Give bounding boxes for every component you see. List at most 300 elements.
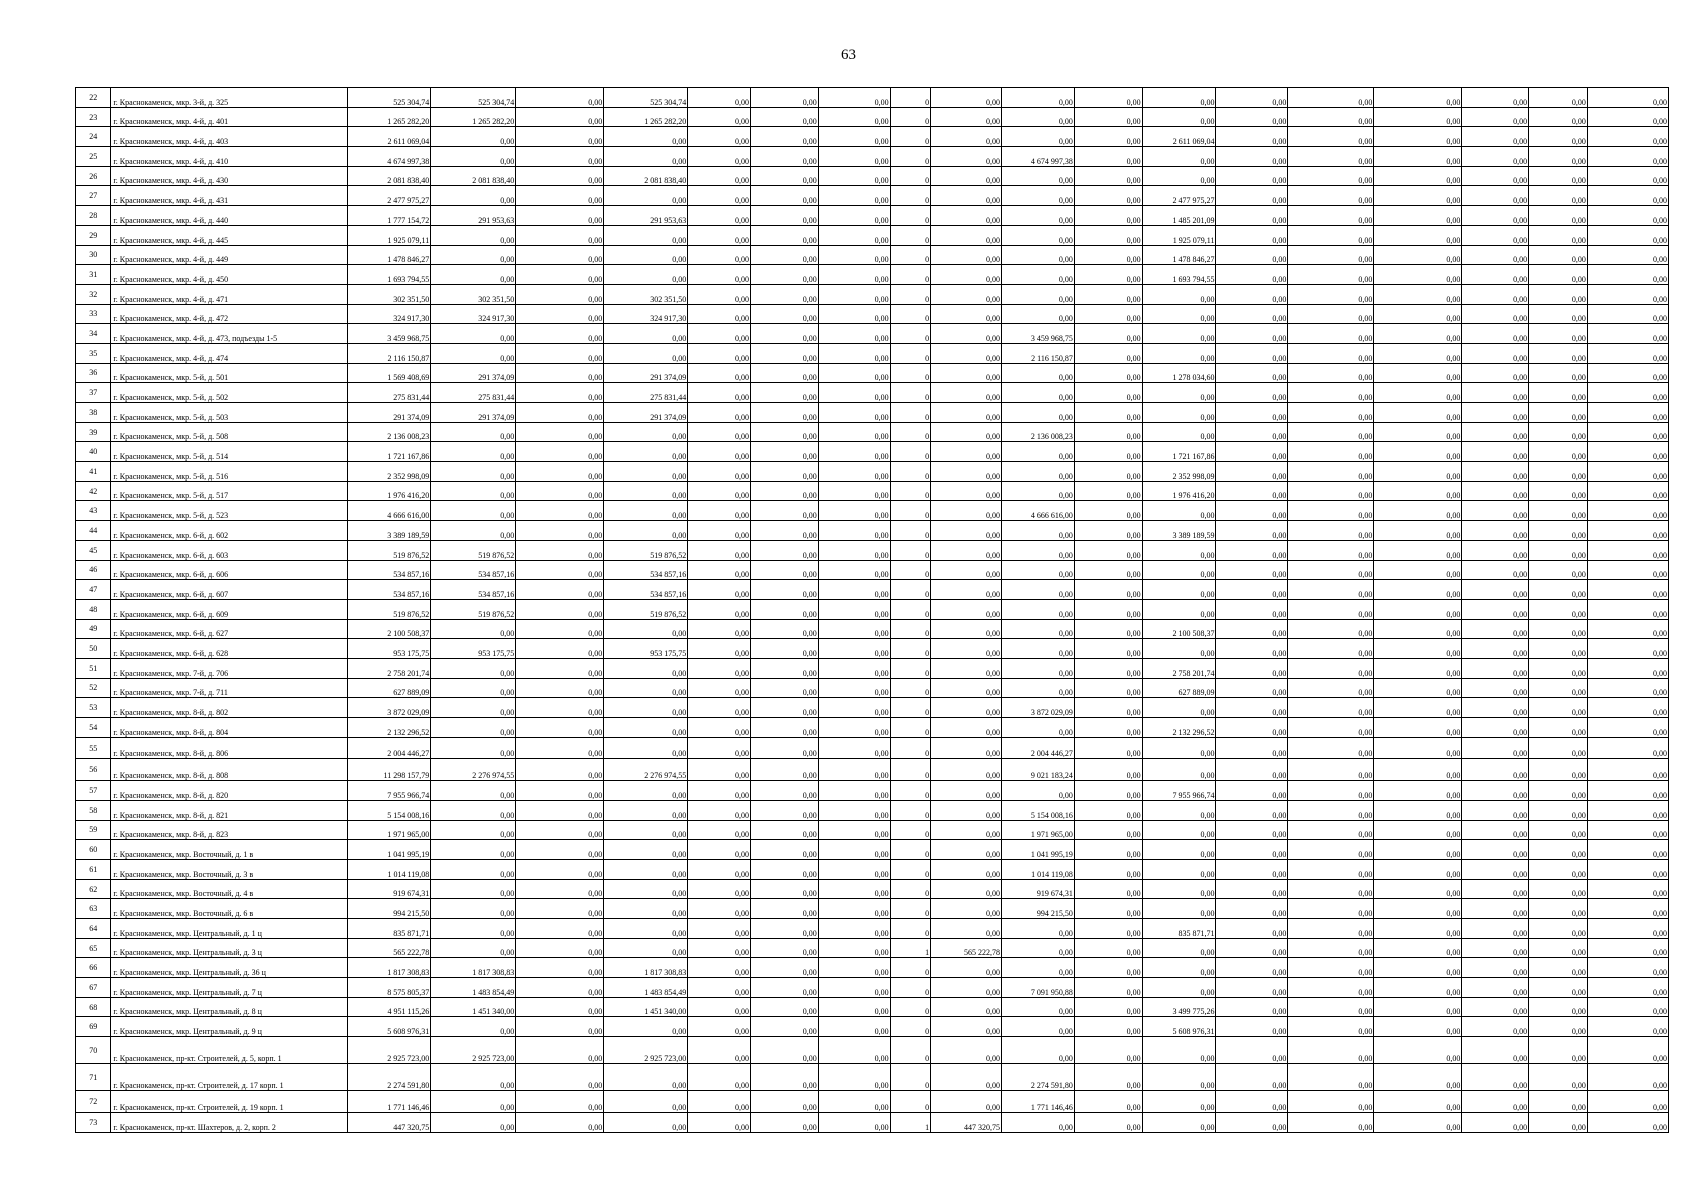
row-number-cell: 53 <box>76 698 111 718</box>
value-cell: 0,00 <box>1216 304 1288 324</box>
value-cell: 0,00 <box>1529 127 1588 147</box>
value-cell: 3 459 968,75 <box>348 324 431 344</box>
value-cell: 0,00 <box>1462 324 1529 344</box>
address-cell: г. Краснокаменск, мкр. Центральный, д. 36 ц <box>111 958 348 978</box>
value-cell: 0 <box>890 206 930 226</box>
value-cell: 0,00 <box>818 462 890 482</box>
value-cell: 0,00 <box>931 422 1002 442</box>
value-cell: 0,00 <box>1216 403 1288 423</box>
value-cell: 0,00 <box>604 501 688 521</box>
table-row <box>76 919 1669 939</box>
value-cell: 0,00 <box>1529 859 1588 879</box>
value-cell: 0,00 <box>604 1091 688 1113</box>
value-cell: 2 274 591,80 <box>1001 1064 1074 1091</box>
value-cell: 0 <box>890 363 930 383</box>
address-cell: г. Краснокаменск, мкр. Восточный, д. 4 в <box>111 879 348 899</box>
value-cell: 0,00 <box>1142 800 1216 820</box>
table-row <box>76 938 1669 958</box>
value-cell: 0,00 <box>931 501 1002 521</box>
value-cell: 0,00 <box>751 958 819 978</box>
value-cell: 0,00 <box>1288 501 1374 521</box>
value-cell: 2 276 974,55 <box>604 759 688 781</box>
value-cell: 5 608 976,31 <box>1142 1017 1216 1037</box>
value-cell: 0,00 <box>931 859 1002 879</box>
value-cell: 0,00 <box>516 324 604 344</box>
value-cell: 0,00 <box>516 997 604 1017</box>
address-cell: г. Краснокаменск, мкр. 6-й, д. 602 <box>111 521 348 541</box>
value-cell: 0,00 <box>751 698 819 718</box>
value-cell: 0,00 <box>1374 265 1462 285</box>
value-cell: 0,00 <box>751 599 819 619</box>
value-cell: 0 <box>890 840 930 860</box>
table-row <box>76 678 1669 698</box>
row-number-cell: 23 <box>76 107 111 127</box>
value-cell: 0,00 <box>931 521 1002 541</box>
value-cell: 0,00 <box>1529 343 1588 363</box>
value-cell: 0,00 <box>1462 1091 1529 1113</box>
value-cell: 0,00 <box>688 304 751 324</box>
value-cell: 0,00 <box>1288 678 1374 698</box>
address-cell: г. Краснокаменск, пр-кт. Шахтеров, д. 2, корп. 2 <box>111 1112 348 1132</box>
table-row <box>76 107 1669 127</box>
value-cell: 0,00 <box>431 422 516 442</box>
value-cell: 0,00 <box>1587 1017 1668 1037</box>
value-cell: 0,00 <box>1462 265 1529 285</box>
row-number-cell: 63 <box>76 899 111 919</box>
value-cell: 0,00 <box>1074 245 1142 265</box>
value-cell: 0,00 <box>1529 462 1588 482</box>
table-row <box>76 820 1669 840</box>
value-cell: 0,00 <box>1216 521 1288 541</box>
value-cell: 0,00 <box>1074 383 1142 403</box>
value-cell: 0,00 <box>1374 1017 1462 1037</box>
value-cell: 0,00 <box>1142 1112 1216 1132</box>
address-cell: г. Краснокаменск, мкр. 4-й, д. 431 <box>111 186 348 206</box>
value-cell: 0,00 <box>1587 521 1668 541</box>
address-cell: г. Краснокаменск, мкр. 6-й, д. 606 <box>111 560 348 580</box>
value-cell: 0,00 <box>688 225 751 245</box>
value-cell: 0,00 <box>1074 481 1142 501</box>
value-cell: 0,00 <box>751 107 819 127</box>
table-row <box>76 343 1669 363</box>
value-cell: 0,00 <box>1529 521 1588 541</box>
value-cell: 2 758 201,74 <box>1142 658 1216 678</box>
value-cell: 0,00 <box>1216 225 1288 245</box>
value-cell: 3 389 189,59 <box>348 521 431 541</box>
value-cell: 0,00 <box>516 879 604 899</box>
value-cell: 0,00 <box>751 422 819 442</box>
value-cell: 0,00 <box>1074 958 1142 978</box>
table-row <box>76 304 1669 324</box>
table-row <box>76 639 1669 659</box>
value-cell: 0,00 <box>751 206 819 226</box>
value-cell: 0,00 <box>1587 383 1668 403</box>
value-cell: 0,00 <box>688 580 751 600</box>
row-number-cell: 61 <box>76 859 111 879</box>
value-cell: 0,00 <box>1288 442 1374 462</box>
table-row <box>76 403 1669 423</box>
value-cell: 0,00 <box>818 879 890 899</box>
value-cell: 0,00 <box>1529 383 1588 403</box>
value-cell: 0,00 <box>751 899 819 919</box>
value-cell: 0 <box>890 820 930 840</box>
value-cell: 0 <box>890 324 930 344</box>
value-cell: 0,00 <box>1587 899 1668 919</box>
address-cell: г. Краснокаменск, мкр. Центральный, д. 3 ц <box>111 938 348 958</box>
value-cell: 0,00 <box>1374 186 1462 206</box>
value-cell: 0,00 <box>431 442 516 462</box>
value-cell: 1 014 119,08 <box>348 859 431 879</box>
value-cell: 0,00 <box>1216 265 1288 285</box>
value-cell: 0,00 <box>604 343 688 363</box>
value-cell: 0,00 <box>818 820 890 840</box>
value-cell: 0,00 <box>818 599 890 619</box>
value-cell: 0 <box>890 1091 930 1113</box>
value-cell: 0,00 <box>1587 422 1668 442</box>
value-cell: 0,00 <box>1587 363 1668 383</box>
value-cell: 0,00 <box>1587 560 1668 580</box>
value-cell: 0,00 <box>1074 599 1142 619</box>
value-cell: 0,00 <box>818 481 890 501</box>
value-cell: 0,00 <box>1462 127 1529 147</box>
value-cell: 0,00 <box>1216 737 1288 759</box>
value-cell: 0,00 <box>1216 978 1288 998</box>
value-cell: 0,00 <box>431 859 516 879</box>
value-cell: 0,00 <box>688 759 751 781</box>
row-number-cell: 43 <box>76 501 111 521</box>
row-number-cell: 49 <box>76 619 111 639</box>
value-cell: 0,00 <box>1288 879 1374 899</box>
address-cell: г. Краснокаменск, мкр. 4-й, д. 473, подъезды 1-5 <box>111 324 348 344</box>
table-row <box>76 698 1669 718</box>
value-cell: 0,00 <box>1288 383 1374 403</box>
value-cell: 0,00 <box>818 245 890 265</box>
value-cell: 0,00 <box>1074 265 1142 285</box>
value-cell: 0,00 <box>1462 245 1529 265</box>
value-cell: 953 175,75 <box>348 639 431 659</box>
row-number-cell: 51 <box>76 658 111 678</box>
value-cell: 0,00 <box>1462 781 1529 801</box>
value-cell: 0,00 <box>1216 1064 1288 1091</box>
value-cell: 0 <box>890 718 930 738</box>
value-cell: 0,00 <box>431 820 516 840</box>
value-cell: 0,00 <box>1288 639 1374 659</box>
value-cell: 1 041 995,19 <box>1001 840 1074 860</box>
value-cell: 0,00 <box>1216 938 1288 958</box>
value-cell: 302 351,50 <box>431 284 516 304</box>
value-cell: 0,00 <box>818 781 890 801</box>
value-cell: 0,00 <box>1374 737 1462 759</box>
value-cell: 0,00 <box>604 879 688 899</box>
value-cell: 0,00 <box>1074 859 1142 879</box>
value-cell: 0,00 <box>1074 88 1142 108</box>
value-cell: 0,00 <box>688 1091 751 1113</box>
value-cell: 0,00 <box>1288 560 1374 580</box>
value-cell: 835 871,71 <box>348 919 431 939</box>
value-cell: 0,00 <box>1462 1112 1529 1132</box>
value-cell: 0,00 <box>1288 107 1374 127</box>
value-cell: 8 575 805,37 <box>348 978 431 998</box>
value-cell: 2 116 150,87 <box>348 343 431 363</box>
value-cell: 4 674 997,38 <box>348 147 431 167</box>
value-cell: 0,00 <box>431 343 516 363</box>
value-cell: 0,00 <box>1374 383 1462 403</box>
value-cell: 0,00 <box>1216 658 1288 678</box>
value-cell: 0,00 <box>516 521 604 541</box>
value-cell: 2 136 008,23 <box>348 422 431 442</box>
value-cell: 0,00 <box>1374 147 1462 167</box>
value-cell: 0,00 <box>1074 206 1142 226</box>
value-cell: 0,00 <box>751 166 819 186</box>
value-cell: 0,00 <box>1216 245 1288 265</box>
value-cell: 0,00 <box>931 245 1002 265</box>
value-cell: 0,00 <box>1074 718 1142 738</box>
table-row <box>76 800 1669 820</box>
value-cell: 0,00 <box>1374 403 1462 423</box>
value-cell: 0,00 <box>1374 678 1462 698</box>
value-cell: 0,00 <box>1374 1112 1462 1132</box>
value-cell: 0,00 <box>688 343 751 363</box>
value-cell: 0,00 <box>1374 521 1462 541</box>
value-cell: 0,00 <box>688 619 751 639</box>
value-cell: 0 <box>890 501 930 521</box>
value-cell: 1 971 965,00 <box>1001 820 1074 840</box>
address-cell: г. Краснокаменск, мкр. Центральный, д. 1 ц <box>111 919 348 939</box>
value-cell: 0,00 <box>1074 639 1142 659</box>
value-cell: 0,00 <box>688 521 751 541</box>
value-cell: 0,00 <box>1288 1037 1374 1064</box>
value-cell: 0,00 <box>1216 127 1288 147</box>
value-cell: 0,00 <box>1216 840 1288 860</box>
value-cell: 0,00 <box>1001 107 1074 127</box>
value-cell: 0 <box>890 879 930 899</box>
value-cell: 0,00 <box>1142 639 1216 659</box>
value-cell: 0,00 <box>1587 958 1668 978</box>
value-cell: 0,00 <box>1587 186 1668 206</box>
value-cell: 534 857,16 <box>604 560 688 580</box>
value-cell: 0,00 <box>1529 820 1588 840</box>
table-row <box>76 958 1669 978</box>
value-cell: 0,00 <box>1074 501 1142 521</box>
value-cell: 0,00 <box>516 501 604 521</box>
value-cell: 0,00 <box>1216 343 1288 363</box>
value-cell: 0,00 <box>688 442 751 462</box>
value-cell: 0,00 <box>931 1037 1002 1064</box>
value-cell: 0,00 <box>1462 225 1529 245</box>
value-cell: 0,00 <box>431 1112 516 1132</box>
value-cell: 0,00 <box>688 324 751 344</box>
value-cell: 0,00 <box>1216 619 1288 639</box>
value-cell: 0 <box>890 403 930 423</box>
value-cell: 0,00 <box>1288 759 1374 781</box>
value-cell: 0 <box>890 481 930 501</box>
value-cell: 0,00 <box>1001 599 1074 619</box>
value-cell: 0,00 <box>688 462 751 482</box>
value-cell: 0,00 <box>751 284 819 304</box>
value-cell: 0,00 <box>931 442 1002 462</box>
value-cell: 0,00 <box>1462 343 1529 363</box>
value-cell: 0,00 <box>1529 422 1588 442</box>
value-cell: 0,00 <box>516 698 604 718</box>
value-cell: 0,00 <box>1074 462 1142 482</box>
value-cell: 0,00 <box>931 919 1002 939</box>
row-number-cell: 47 <box>76 580 111 600</box>
value-cell: 0,00 <box>1142 737 1216 759</box>
value-cell: 1 693 794,55 <box>348 265 431 285</box>
value-cell: 2 004 446,27 <box>348 737 431 759</box>
value-cell: 1 483 854,49 <box>431 978 516 998</box>
address-cell: г. Краснокаменск, мкр. 5-й, д. 502 <box>111 383 348 403</box>
value-cell: 0,00 <box>431 781 516 801</box>
value-cell: 0,00 <box>1288 698 1374 718</box>
value-cell: 0,00 <box>688 107 751 127</box>
value-cell: 0,00 <box>818 284 890 304</box>
value-cell: 0,00 <box>688 481 751 501</box>
value-cell: 0,00 <box>751 859 819 879</box>
value-cell: 0,00 <box>1001 1112 1074 1132</box>
value-cell: 0,00 <box>1216 147 1288 167</box>
value-cell: 0,00 <box>1216 800 1288 820</box>
value-cell: 0,00 <box>516 899 604 919</box>
value-cell: 534 857,16 <box>431 560 516 580</box>
value-cell: 0,00 <box>516 781 604 801</box>
value-cell: 0,00 <box>431 840 516 860</box>
value-cell: 0,00 <box>1374 820 1462 840</box>
value-cell: 0,00 <box>751 718 819 738</box>
value-cell: 0,00 <box>931 619 1002 639</box>
table-row <box>76 840 1669 860</box>
value-cell: 0,00 <box>1288 580 1374 600</box>
value-cell: 0,00 <box>818 718 890 738</box>
value-cell: 0,00 <box>1074 759 1142 781</box>
value-cell: 627 889,09 <box>1142 678 1216 698</box>
value-cell: 0,00 <box>818 737 890 759</box>
value-cell: 1 041 995,19 <box>348 840 431 860</box>
value-cell: 0,00 <box>688 800 751 820</box>
value-cell: 0,00 <box>1529 781 1588 801</box>
value-cell: 7 955 966,74 <box>1142 781 1216 801</box>
value-cell: 0 <box>890 422 930 442</box>
value-cell: 0,00 <box>1374 324 1462 344</box>
value-cell: 0,00 <box>516 978 604 998</box>
value-cell: 0,00 <box>516 284 604 304</box>
value-cell: 0,00 <box>604 781 688 801</box>
value-cell: 0,00 <box>1529 501 1588 521</box>
value-cell: 0,00 <box>1587 245 1668 265</box>
value-cell: 291 374,09 <box>348 403 431 423</box>
value-cell: 0,00 <box>1288 859 1374 879</box>
row-number-cell: 29 <box>76 225 111 245</box>
value-cell: 534 857,16 <box>348 580 431 600</box>
value-cell: 0,00 <box>751 938 819 958</box>
value-cell: 0,00 <box>1216 820 1288 840</box>
value-cell: 3 872 029,09 <box>348 698 431 718</box>
value-cell: 0,00 <box>751 127 819 147</box>
value-cell: 0,00 <box>1529 1112 1588 1132</box>
value-cell: 0,00 <box>931 107 1002 127</box>
value-cell: 0,00 <box>1216 186 1288 206</box>
value-cell: 3 872 029,09 <box>1001 698 1074 718</box>
value-cell: 0,00 <box>1587 938 1668 958</box>
value-cell: 0,00 <box>1142 501 1216 521</box>
value-cell: 0,00 <box>1074 127 1142 147</box>
address-cell: г. Краснокаменск, мкр. 4-й, д. 403 <box>111 127 348 147</box>
value-cell: 0 <box>890 265 930 285</box>
value-cell: 0,00 <box>688 658 751 678</box>
value-cell: 0,00 <box>931 324 1002 344</box>
value-cell: 0,00 <box>604 899 688 919</box>
value-cell: 0,00 <box>1529 978 1588 998</box>
value-cell: 0,00 <box>1587 284 1668 304</box>
value-cell: 0,00 <box>1529 698 1588 718</box>
value-cell: 0,00 <box>1216 781 1288 801</box>
value-cell: 0 <box>890 186 930 206</box>
value-cell: 0,00 <box>604 859 688 879</box>
value-cell: 1 <box>890 1112 930 1132</box>
row-number-cell: 64 <box>76 919 111 939</box>
value-cell: 0,00 <box>431 1017 516 1037</box>
row-number-cell: 22 <box>76 88 111 108</box>
value-cell: 0,00 <box>818 343 890 363</box>
value-cell: 0,00 <box>818 1091 890 1113</box>
value-cell: 0,00 <box>1074 938 1142 958</box>
value-cell: 0,00 <box>516 580 604 600</box>
value-cell: 0,00 <box>1462 284 1529 304</box>
address-cell: г. Краснокаменск, мкр. 7-й, д. 706 <box>111 658 348 678</box>
value-cell: 1 777 154,72 <box>348 206 431 226</box>
value-cell: 0,00 <box>1529 619 1588 639</box>
value-cell: 0,00 <box>1216 997 1288 1017</box>
value-cell: 0,00 <box>1587 820 1668 840</box>
value-cell: 0,00 <box>1587 147 1668 167</box>
row-number-cell: 54 <box>76 718 111 738</box>
value-cell: 0,00 <box>688 899 751 919</box>
value-cell: 0,00 <box>818 225 890 245</box>
value-cell: 0,00 <box>1529 879 1588 899</box>
value-cell: 0 <box>890 759 930 781</box>
value-cell: 0,00 <box>1216 206 1288 226</box>
value-cell: 0,00 <box>751 147 819 167</box>
value-cell: 0,00 <box>1529 800 1588 820</box>
value-cell: 0,00 <box>818 997 890 1017</box>
value-cell: 0,00 <box>1074 521 1142 541</box>
table-row <box>76 1091 1669 1113</box>
value-cell: 0,00 <box>688 859 751 879</box>
value-cell: 0,00 <box>688 422 751 442</box>
value-cell: 0,00 <box>1529 442 1588 462</box>
value-cell: 0,00 <box>688 958 751 978</box>
value-cell: 0,00 <box>751 501 819 521</box>
value-cell: 0,00 <box>1462 718 1529 738</box>
value-cell: 0 <box>890 88 930 108</box>
value-cell: 0,00 <box>1462 958 1529 978</box>
value-cell: 0,00 <box>751 1064 819 1091</box>
value-cell: 0,00 <box>516 919 604 939</box>
address-cell: г. Краснокаменск, мкр. Восточный, д. 1 в <box>111 840 348 860</box>
value-cell: 0,00 <box>931 599 1002 619</box>
value-cell: 0,00 <box>1374 879 1462 899</box>
value-cell: 0,00 <box>931 800 1002 820</box>
value-cell: 0,00 <box>1374 958 1462 978</box>
value-cell: 0,00 <box>1001 1017 1074 1037</box>
value-cell: 0,00 <box>931 781 1002 801</box>
value-cell: 0,00 <box>1587 462 1668 482</box>
value-cell: 565 222,78 <box>931 938 1002 958</box>
table-row <box>76 225 1669 245</box>
value-cell: 2 136 008,23 <box>1001 422 1074 442</box>
value-cell: 0,00 <box>1587 1064 1668 1091</box>
value-cell: 0,00 <box>1462 899 1529 919</box>
